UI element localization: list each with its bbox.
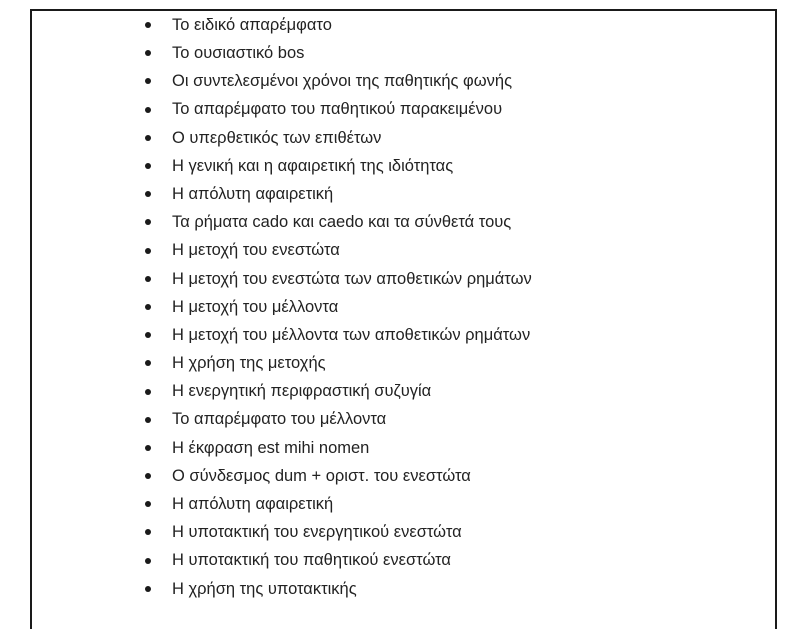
list-item [145,406,532,434]
bullet-icon [145,191,151,197]
list-item [145,434,532,462]
list-item [145,11,532,39]
bullet-icon [145,135,151,141]
bullet-icon [145,219,151,225]
list-item-text: Η γενική και η αφαιρετική της ιδιότητας [172,156,454,175]
bullet-icon [145,276,151,282]
list-item-text: Το απαρέμφατο του παθητικού παρακειμένου [172,100,503,119]
bullet-icon [145,473,151,479]
list-item-text: Οι συντελεσμένοι χρόνοι της παθητικής φωνής [172,72,513,91]
list-item-text: Η υποτακτική του παθητικού ενεστώτα [172,551,451,570]
list-item-text: Ο σύνδεσμος dum + οριστ. του ενεστώτα [172,466,471,485]
bullet-icon [145,304,151,310]
grammar-topics-list [145,11,532,603]
list-item-text: Η μετοχή του ενεστώτα των αποθετικών ρημάτων [172,269,532,288]
list-item [145,462,532,490]
content-box [30,9,777,629]
bullet-icon [145,445,151,451]
list-item [145,39,532,67]
list-item [145,321,532,349]
list-item [145,349,532,377]
bullet-icon [145,163,151,169]
bullet-icon [145,417,151,423]
bullet-icon [145,389,151,395]
bullet-icon [145,586,151,592]
list-item [145,377,532,405]
list-item-text: Το απαρέμφατο του μέλλοντα [172,410,387,429]
list-item [145,180,532,208]
list-item-text: Η απόλυτη αφαιρετική [172,184,334,203]
list-item [145,124,532,152]
list-item [145,265,532,293]
list-item [145,518,532,546]
list-item [145,96,532,124]
list-item [145,237,532,265]
list-item [145,67,532,95]
list-item [145,490,532,518]
list-item-text: Η ενεργητική περιφραστική συζυγία [172,382,432,401]
bullet-icon [145,50,151,56]
bullet-icon [145,22,151,28]
list-item-text: Ο υπερθετικός των επιθέτων [172,128,382,147]
list-item-text: Η υποτακτική του ενεργητικού ενεστώτα [172,523,462,542]
list-item-text: Η μετοχή του μέλλοντα [172,297,339,316]
bullet-icon [145,529,151,535]
bullet-icon [145,332,151,338]
list-item [145,208,532,236]
list-item-text: Η απόλυτη αφαιρετική [172,495,334,514]
list-item-text: Η έκφραση est mihi nomen [172,438,370,457]
bullet-icon [145,558,151,564]
bullet-icon [145,107,151,113]
list-item-text: Η μετοχή του μέλλοντα των αποθετικών ρημάτων [172,325,531,344]
list-item [145,152,532,180]
bullet-icon [145,78,151,84]
list-item [145,547,532,575]
bullet-icon [145,360,151,366]
bullet-icon [145,501,151,507]
list-item-text: Η μετοχή του ενεστώτα [172,241,340,260]
bullet-icon [145,248,151,254]
list-item [145,293,532,321]
list-item-text: Το ειδικό απαρέμφατο [172,15,332,34]
list-item-text: Το ουσιαστικό bos [172,44,305,63]
list-item-text: Η χρήση της υποτακτικής [172,579,357,598]
list-item-text: Τα ρήματα cado και caedo και τα σύνθετά τους [172,213,512,232]
list-item-text: Η χρήση της μετοχής [172,354,326,373]
list-item [145,575,532,603]
